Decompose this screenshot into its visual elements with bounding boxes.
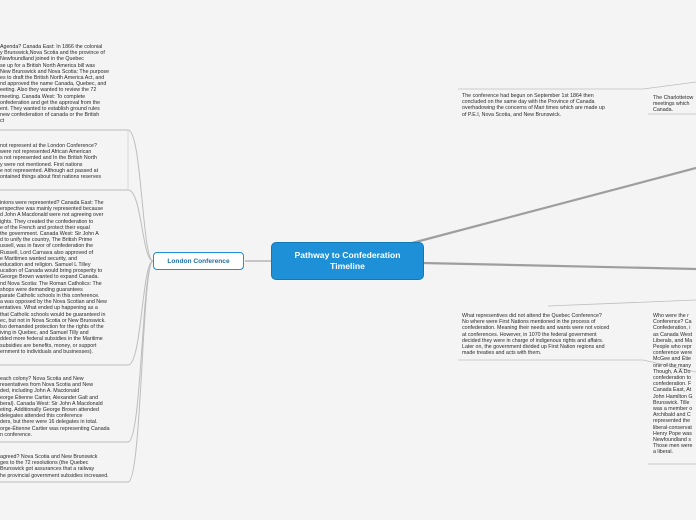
london-conference-label: London Conference bbox=[167, 257, 230, 265]
note-who-were-representatives: Who were the r Conference? Ca Confederation, i as Canada West Liberals, and Ma People who repr conference were McGee and Étie one of the many Though, A.A.Do confederation to confederation. F Canada East, At John Hamilton G Brunswick. Tille was a member o Archibald and C represented the liberal-conservat Henry Pope was Newfoundland s Those men were a liberal. bbox=[653, 313, 693, 456]
note-charlottetown: The Charlottetow meetings which Canada. bbox=[653, 95, 694, 114]
london-conference-node[interactable] bbox=[153, 252, 244, 270]
note-not-represented: not represent at the London Conference? were not represented African American s not represented and In the British North y were not mentioned. First nations e not represented. Although act passed at ontained things about first nations reserves bbox=[0, 143, 101, 181]
note-opinions-represented: inions were represented? Canada East: The erspective was mainly represented because d John A Macdonald were not agreeing over ights. They created the confederation to e of the French and protect their equal the government. Canada West: Sir John A d to unify the country, The British Prime ussell, was in favor of confederation the Russell, Lord Carnava also approved of e Maritimes wanted security, and education and religion. Samuel L Tilley ucation of Canada would bring prosperity to George Brown wanted to expand Canada. nd Nova Scotia: The Roman Catholics: The shops were demanding guarantees parate Catholic schools in this conference. a was opposed by the Nova Scotian and New entatives. What ended up happening as a that Catholic schools would be guaranteed in ec, but not in Nova Scotia or New Brunswick. lso demanded protection for the rights of the iving in Quebec, and Samuel Tilly and dded more federal subsidies in the Maritime subsidies are benefits, money, or support ernment to individuals and businesses). bbox=[0, 200, 107, 355]
central-topic-node[interactable] bbox=[272, 243, 423, 279]
note-conference-begun: The conference had begun on September 1st 1864 then concluded on the same day with the Province of Canada overhadowing the concerns of Mari times which are made up of P.E.I, Nova Scotia, and New Brunswick. bbox=[462, 93, 605, 118]
note-agenda: Agenda? Canada East: In 1866 the colonial y Brunswick,Nova Scotia and the province of Newfoundland joined in the Quebec se up for a British North America bill was New Brunswick and Nova Scotia: The purpose es to draft the British North America Act, and nd approved the name Canada, Quebec, and eeting. Also they wanted to review the 72 meeting. Canada West: To complete onfederation and get the approval from the ent. They wanted to establish ground rules new confederation of canada or the British ct bbox=[0, 44, 110, 125]
note-representatives-not-attend: What representives did not attend the Quebec Conference? No where were First Nations mentioned in the process of confederation. Meaning their needs and wants were not voiced at conferences. However, in 1070 the federal government decided they were in charge of indigenous rights and affairs. Later on, the government divided up First Nation regions and made treaties and acts with them. bbox=[462, 313, 610, 357]
central-topic-label: Pathway to Confederation Timeline bbox=[294, 250, 401, 271]
note-each-colony: each colony? Nova Scotia and New resentatives from Nova Scotia and New ded, including John A. Macdonald eorge Étienne Cartier, Alexander Galt and beral). Canada West: Sir John A Macdonald eting. Additionally George Brown attended delegates attended this conference ders, but there were 16 delegates in total. orge-Étienne Cartier was representing Canada n conference. bbox=[0, 376, 110, 438]
note-agreed: agreed? Nova Scotia and New Brunswick ges to the 72 resolutions (the Quebec Brunswick got assurances that a railway he provincial government subsidies increased. bbox=[0, 454, 109, 479]
